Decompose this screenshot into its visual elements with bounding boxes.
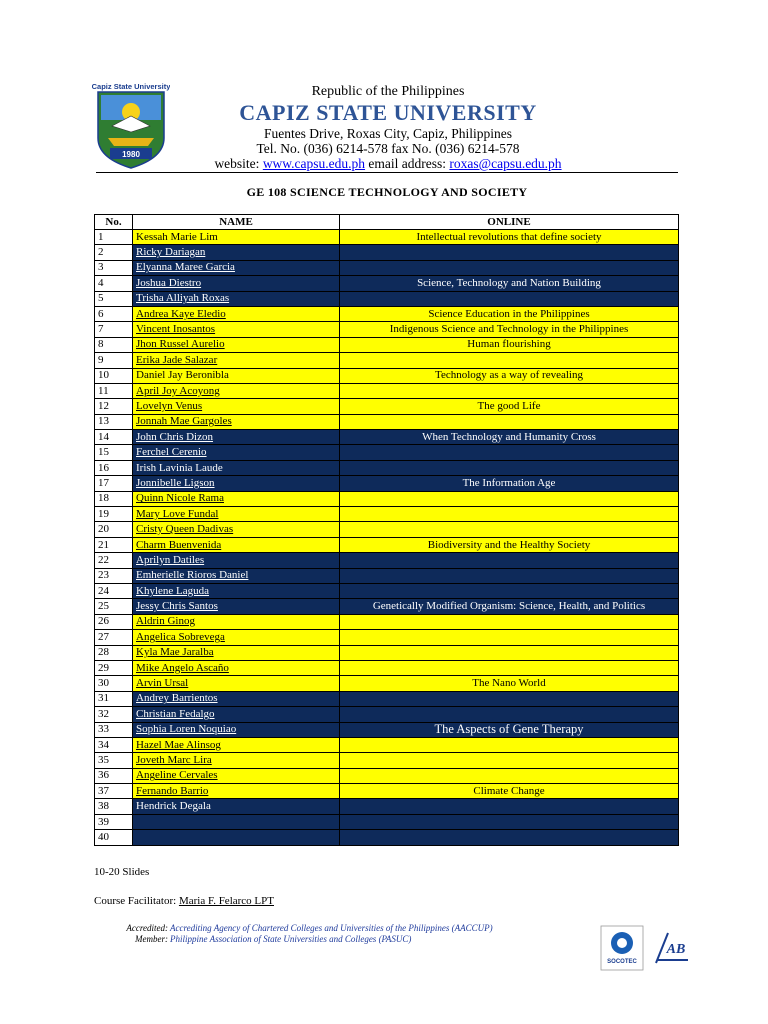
accredited-value: Accrediting Agency of Chartered Colleges and Universities of the Philippines (AACCUP) <box>170 923 493 933</box>
table-row <box>95 645 679 660</box>
row-number: 40 <box>95 830 133 845</box>
row-number: 10 <box>95 368 133 383</box>
student-name: Jessy Chris Santos <box>136 600 218 613</box>
row-number: 8 <box>95 337 133 352</box>
address-line: Fuentes Drive, Roxas City, Capiz, Philippines <box>263 126 513 141</box>
slides-note: 10-20 Slides <box>94 866 150 878</box>
student-name-cell <box>133 291 340 306</box>
row-number: 2 <box>95 245 133 260</box>
email-link[interactable]: roxas@capsu.edu.ph <box>449 156 562 171</box>
table-row <box>95 814 679 829</box>
row-number: 36 <box>95 768 133 783</box>
header-no: No. <box>95 215 133 230</box>
row-number: 30 <box>95 676 133 691</box>
row-number: 12 <box>95 399 133 414</box>
online-topic-cell <box>340 614 679 629</box>
table-header-row <box>95 215 679 230</box>
student-name-cell <box>133 830 340 845</box>
student-name-cell <box>133 414 340 429</box>
student-name-cell <box>133 630 340 645</box>
row-number: 34 <box>95 737 133 752</box>
online-topic-cell <box>340 645 679 660</box>
row-number: 26 <box>95 614 133 629</box>
student-name: Joshua Diestro <box>136 276 202 289</box>
row-number: 16 <box>95 460 133 475</box>
row-number: 28 <box>95 645 133 660</box>
student-name-cell <box>133 814 340 829</box>
table-row <box>95 568 679 583</box>
online-topic-cell: Human flourishing <box>340 337 679 352</box>
table-row <box>95 722 679 737</box>
student-name: Fernando Barrio <box>136 784 209 797</box>
student-name: Trisha Alliyah Roxas <box>136 292 230 305</box>
table-row <box>95 260 679 275</box>
student-name: Ricky Dariagan <box>136 246 206 259</box>
student-name-cell <box>133 676 340 691</box>
online-topic-cell: Climate Change <box>340 784 679 799</box>
student-name: Erika Jade Salazar <box>136 353 218 366</box>
student-name: Quinn Nicole Rama <box>136 492 224 505</box>
row-number: 27 <box>95 630 133 645</box>
member-value: Philippine Association of State Universities and Colleges (PASUC) <box>170 934 412 944</box>
university-name: CAPIZ STATE UNIVERSITY <box>239 100 537 125</box>
student-name: Sophia Loren Noquiao <box>136 723 237 736</box>
header-divider <box>96 172 678 173</box>
table-row <box>95 830 679 845</box>
online-topic-cell: Indigenous Science and Technology in the Philippines <box>340 322 679 337</box>
student-name-cell <box>133 491 340 506</box>
contact-line <box>190 156 586 171</box>
online-topic-cell <box>340 814 679 829</box>
student-name-cell <box>133 799 340 814</box>
online-topic-cell <box>340 660 679 675</box>
student-name: Angeline Cervales <box>136 769 218 782</box>
student-name-cell <box>133 399 340 414</box>
online-topic-cell <box>340 414 679 429</box>
row-number: 5 <box>95 291 133 306</box>
student-name: Jhon Russel Aurelio <box>136 338 225 351</box>
student-name-cell <box>133 568 340 583</box>
student-name: Mary Love Fundal <box>136 507 219 520</box>
online-topic-cell <box>340 460 679 475</box>
online-topic-cell: Biodiversity and the Healthy Society <box>340 537 679 552</box>
row-number: 32 <box>95 707 133 722</box>
student-name: Emherielle Rioros Daniel <box>136 569 249 582</box>
student-name-cell <box>133 460 340 475</box>
table-row <box>95 799 679 814</box>
student-name-cell <box>133 507 340 522</box>
student-name-cell <box>133 583 340 598</box>
row-number: 29 <box>95 660 133 675</box>
row-number: 23 <box>95 568 133 583</box>
row-number: 33 <box>95 722 133 737</box>
row-number: 20 <box>95 522 133 537</box>
table-row <box>95 491 679 506</box>
row-number: 39 <box>95 814 133 829</box>
facilitator-label: Course Facilitator: <box>94 895 179 907</box>
student-name: Hendrick Degala <box>136 800 211 813</box>
online-topic-cell <box>340 768 679 783</box>
student-name-cell <box>133 260 340 275</box>
table-row <box>95 676 679 691</box>
online-topic-cell: Genetically Modified Organism: Science, Health, and Politics <box>340 599 679 614</box>
student-name-cell <box>133 306 340 321</box>
row-number: 14 <box>95 430 133 445</box>
accreditation-footer <box>96 923 493 945</box>
student-name: Jonnibelle Ligson <box>136 476 215 489</box>
online-topic-cell: The good Life <box>340 399 679 414</box>
student-name-cell <box>133 645 340 660</box>
table-row <box>95 322 679 337</box>
online-topic-cell <box>340 291 679 306</box>
student-name-cell <box>133 753 340 768</box>
svg-text:AB: AB <box>666 942 686 957</box>
svg-text:SOCOTEC: SOCOTEC <box>607 959 637 965</box>
table-row <box>95 707 679 722</box>
student-name-cell <box>133 691 340 706</box>
table-row <box>95 537 679 552</box>
student-topic-table <box>94 214 679 846</box>
row-number: 3 <box>95 260 133 275</box>
student-name: Hazel Mae Alinsog <box>136 738 221 751</box>
table-row <box>95 614 679 629</box>
student-name-cell <box>133 553 340 568</box>
row-number: 18 <box>95 491 133 506</box>
student-name-cell <box>133 768 340 783</box>
header-name: NAME <box>133 215 340 230</box>
student-name: Elyanna Maree Garcia <box>136 261 235 274</box>
table-row <box>95 460 679 475</box>
student-name: Irish Lavinia Laude <box>136 461 223 474</box>
student-name: Ferchel Cerenio <box>136 446 207 459</box>
row-number: 9 <box>95 353 133 368</box>
socotec-cert-logo <box>600 925 644 971</box>
ab-cert-logo <box>650 927 694 971</box>
online-topic-cell <box>340 445 679 460</box>
student-name: Cristy Queen Dadivas <box>136 523 234 536</box>
online-topic-cell <box>340 353 679 368</box>
student-name: John Chris Dizon <box>136 430 213 443</box>
student-name-cell <box>133 784 340 799</box>
student-name: Andrea Kaye Eledio <box>136 307 226 320</box>
online-topic-cell <box>340 522 679 537</box>
student-name: Charm Buenvenida <box>136 538 222 551</box>
student-name-cell <box>133 614 340 629</box>
table-row <box>95 414 679 429</box>
table-row <box>95 583 679 598</box>
online-topic-cell: Science Education in the Philippines <box>340 306 679 321</box>
student-name-cell <box>133 660 340 675</box>
online-topic-cell <box>340 691 679 706</box>
student-name: Andrey Barrientos <box>136 692 218 705</box>
table-row <box>95 399 679 414</box>
republic-line: Republic of the Philippines <box>311 84 465 99</box>
row-number: 25 <box>95 599 133 614</box>
online-topic-cell: Science, Technology and Nation Building <box>340 276 679 291</box>
course-title: GE 108 SCIENCE TECHNOLOGY AND SOCIETY <box>246 185 528 199</box>
online-topic-cell: The Nano World <box>340 676 679 691</box>
student-name-cell <box>133 322 340 337</box>
table-row <box>95 630 679 645</box>
student-name-cell <box>133 383 340 398</box>
student-name-cell <box>133 430 340 445</box>
member-label: Member: <box>135 934 168 944</box>
row-number: 35 <box>95 753 133 768</box>
row-number: 6 <box>95 306 133 321</box>
student-name-cell <box>133 722 340 737</box>
online-topic-cell <box>340 383 679 398</box>
student-name: Aldrin Ginog <box>136 615 195 628</box>
row-number: 24 <box>95 583 133 598</box>
online-topic-cell <box>340 830 679 845</box>
student-name-cell <box>133 476 340 491</box>
online-topic-cell <box>340 260 679 275</box>
table-row <box>95 507 679 522</box>
table-row <box>95 522 679 537</box>
row-number: 22 <box>95 553 133 568</box>
student-name: Vincent Inosantos <box>136 323 216 336</box>
letterhead <box>190 84 586 171</box>
student-name: Joveth Marc Lira <box>136 753 212 766</box>
online-topic-cell <box>340 507 679 522</box>
table-row <box>95 230 679 245</box>
student-name-cell <box>133 353 340 368</box>
table-row <box>95 753 679 768</box>
student-name: Mike Angelo Ascaño <box>136 661 229 674</box>
online-topic-cell <box>340 799 679 814</box>
student-name: Daniel Jay Beronibla <box>136 369 229 382</box>
online-topic-cell <box>340 568 679 583</box>
online-topic-cell <box>340 630 679 645</box>
accredited-label: Accredited: <box>126 923 168 933</box>
email-label: email address: <box>365 156 450 171</box>
facilitator-name: Maria F. Felarco LPT <box>178 895 274 907</box>
student-name: Angelica Sobrevega <box>136 630 225 643</box>
table-row <box>95 430 679 445</box>
student-name: Jonnah Mae Gargoles <box>136 415 232 428</box>
table-row <box>95 245 679 260</box>
website-link[interactable]: www.capsu.edu.ph <box>262 156 366 171</box>
table-row <box>95 291 679 306</box>
row-number: 13 <box>95 414 133 429</box>
student-name-cell <box>133 337 340 352</box>
table-row <box>95 383 679 398</box>
table-row <box>95 337 679 352</box>
row-number: 31 <box>95 691 133 706</box>
row-number: 37 <box>95 784 133 799</box>
table-row <box>95 737 679 752</box>
online-topic-cell: When Technology and Humanity Cross <box>340 430 679 445</box>
row-number: 19 <box>95 507 133 522</box>
row-number: 11 <box>95 383 133 398</box>
table-row <box>95 368 679 383</box>
student-name-cell <box>133 737 340 752</box>
table-row <box>95 353 679 368</box>
online-topic-cell: The Aspects of Gene Therapy <box>340 722 679 737</box>
phone-line: Tel. No. (036) 6214-578 fax No. (036) 6214-578 <box>256 141 520 156</box>
table-row <box>95 553 679 568</box>
row-number: 4 <box>95 276 133 291</box>
table-row <box>95 306 679 321</box>
table-row <box>95 768 679 783</box>
table-row <box>95 445 679 460</box>
website-label: website: <box>214 156 263 171</box>
row-number: 38 <box>95 799 133 814</box>
row-number: 21 <box>95 537 133 552</box>
student-name-cell <box>133 230 340 245</box>
logo-text: Capiz State University <box>92 82 170 91</box>
student-name-cell <box>133 537 340 552</box>
online-topic-cell: Technology as a way of revealing <box>340 368 679 383</box>
table-row <box>95 691 679 706</box>
row-number: 7 <box>95 322 133 337</box>
student-name: Kessah Marie Lim <box>136 230 218 243</box>
online-topic-cell <box>340 707 679 722</box>
row-number: 1 <box>95 230 133 245</box>
student-name: Khylene Laguda <box>136 584 209 597</box>
student-name: Arvin Ursal <box>136 677 189 690</box>
student-name: Christian Fedalgo <box>136 707 215 720</box>
online-topic-cell <box>340 245 679 260</box>
online-topic-cell: Intellectual revolutions that define society <box>340 230 679 245</box>
online-topic-cell <box>340 491 679 506</box>
university-logo <box>92 80 170 172</box>
table-body <box>95 230 679 846</box>
table-row <box>95 476 679 491</box>
student-name: Aprilyn Datiles <box>136 553 205 566</box>
student-name-cell <box>133 522 340 537</box>
student-name: Kyla Mae Jaralba <box>136 646 214 659</box>
table-row <box>95 784 679 799</box>
header-online: ONLINE <box>340 215 679 230</box>
student-name: Lovelyn Venus <box>136 399 203 412</box>
logo-year: 1980 <box>122 150 140 159</box>
table-row <box>95 660 679 675</box>
online-topic-cell <box>340 583 679 598</box>
student-name-cell <box>133 245 340 260</box>
row-number: 17 <box>95 476 133 491</box>
student-name-cell <box>133 445 340 460</box>
online-topic-cell <box>340 753 679 768</box>
online-topic-cell <box>340 553 679 568</box>
row-number: 15 <box>95 445 133 460</box>
student-name-cell <box>133 599 340 614</box>
online-topic-cell <box>340 737 679 752</box>
online-topic-cell: The Information Age <box>340 476 679 491</box>
facilitator-line <box>94 895 274 907</box>
student-name: April Joy Acoyong <box>136 384 220 397</box>
table-row <box>95 599 679 614</box>
student-name-cell <box>133 707 340 722</box>
student-name-cell <box>133 276 340 291</box>
student-name-cell <box>133 368 340 383</box>
table-row <box>95 276 679 291</box>
